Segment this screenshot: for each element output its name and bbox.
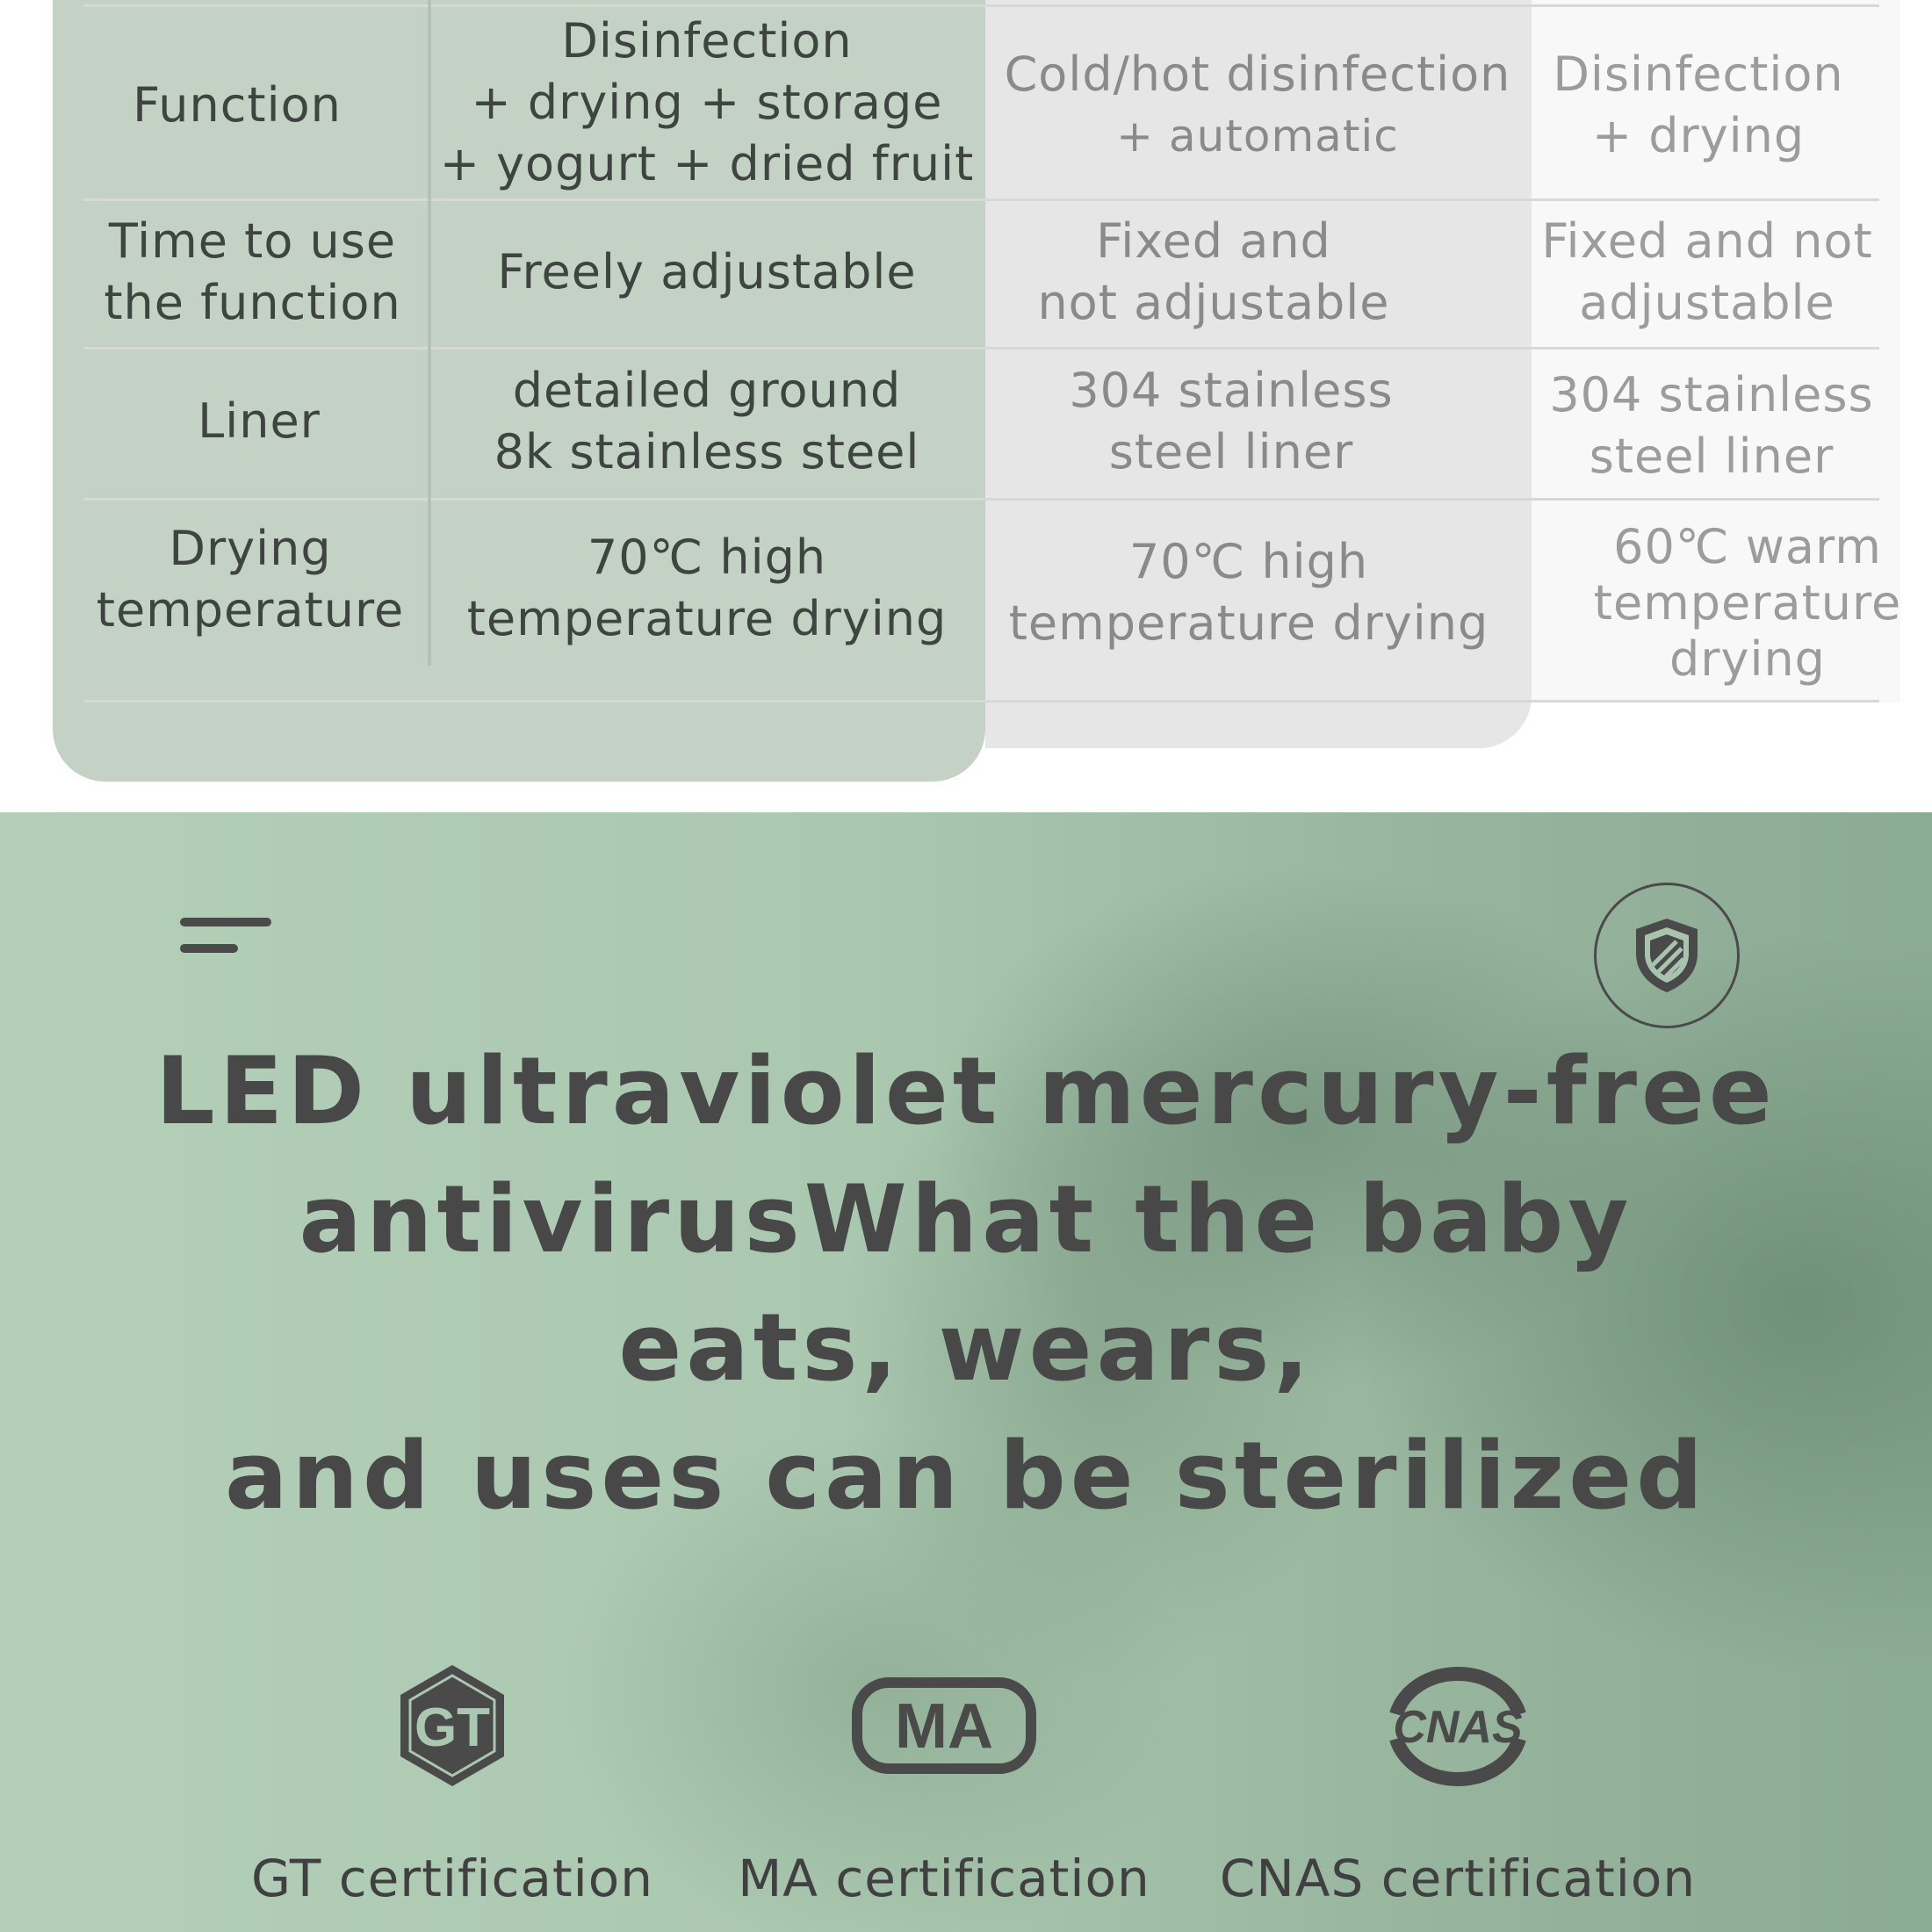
highlight-liner-value: detailed ground 8k stainless steel — [494, 363, 920, 479]
gt-certification — [206, 1655, 698, 1908]
second-function-value: Cold/hot disinfection + automatic — [1004, 47, 1511, 162]
svg-text:GT: GT — [414, 1698, 491, 1758]
row-label-drying-temperature: Drying temperature — [96, 521, 405, 638]
row-divider — [83, 700, 1879, 703]
headline — [70, 1027, 1862, 1540]
cnas-logo-icon — [1370, 1655, 1546, 1796]
second-drying-value: 70℃ high temperature drying — [1008, 534, 1489, 651]
headline-line: and uses can be sterilized — [224, 1422, 1707, 1530]
ma-certification — [698, 1655, 1190, 1908]
comparison-table — [0, 0, 1932, 812]
third-time-value: Fixed and not adjustable — [1541, 213, 1873, 330]
third-function-value: Disinfection + drying — [1553, 47, 1844, 163]
cnas-certification — [1212, 1655, 1704, 1908]
gt-certification-label: GT certification — [250, 1849, 654, 1908]
ma-certification-label: MA certification — [738, 1849, 1150, 1908]
headline-line: eats, wears, — [618, 1294, 1314, 1402]
row-divider — [83, 4, 1879, 7]
third-drying-value: 60℃ warm temperature drying — [1593, 519, 1902, 687]
svg-text:CNAS: CNAS — [1393, 1702, 1523, 1753]
second-time-value: Fixed and not adjustable — [1037, 213, 1390, 330]
hero-banner — [0, 812, 1932, 1932]
row-divider — [83, 498, 1879, 501]
row-divider — [83, 347, 1879, 350]
cnas-certification-label: CNAS certification — [1219, 1849, 1697, 1908]
headline-line: LED ultraviolet mercury-free — [155, 1037, 1777, 1145]
third-liner-value: 304 stainless steel liner — [1549, 367, 1874, 484]
highlight-drying-value: 70℃ high temperature drying — [466, 530, 948, 646]
menu-lines-icon — [180, 918, 271, 956]
highlight-time-value: Freely adjustable — [497, 244, 917, 299]
highlight-function-value: Disinfection + drying + storage + yogurt + dried fruit — [439, 13, 975, 191]
svg-text:MA: MA — [895, 1691, 993, 1762]
row-label-time-to-use: Time to use the function — [104, 213, 401, 330]
row-label-function: Function — [133, 77, 342, 133]
second-liner-value: 304 stainless steel liner — [1069, 363, 1394, 479]
ma-logo-icon — [852, 1655, 1036, 1796]
row-label-liner: Liner — [198, 393, 321, 449]
shield-icon — [1594, 883, 1740, 1028]
gt-logo-icon — [395, 1655, 509, 1796]
row-divider — [83, 198, 1879, 201]
headline-line: antivirusWhat the baby — [299, 1165, 1633, 1273]
